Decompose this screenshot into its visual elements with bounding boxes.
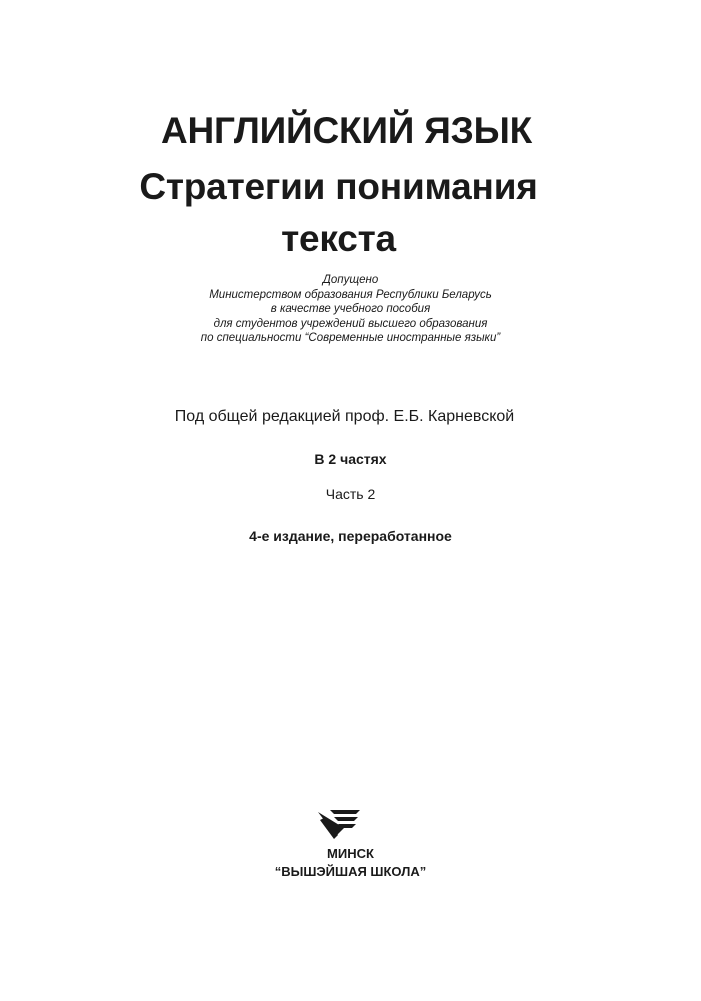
part-number: Часть 2 [325, 486, 376, 502]
approval-line: Министерством образования Республики Беларусь [209, 288, 492, 301]
approval-note [0, 273, 701, 346]
publisher-city: МИНСК [327, 846, 374, 861]
book-title-line-1: АНГЛИЙСКИЙ ЯЗЫК [161, 110, 532, 151]
parts-count: В 2 частях [314, 451, 387, 467]
book-title-line-3: текста [281, 218, 396, 259]
editor-credit: Под общей редакцией проф. Е.Б. Карневской [174, 408, 515, 425]
book-title-line-2: Стратегии понимания [139, 166, 538, 207]
approval-line: по специальности “Современные иностранные языки” [200, 332, 501, 344]
approval-line: в качестве учебного пособия [270, 303, 431, 315]
approval-line: Допущено [322, 274, 379, 286]
edition-note: 4-е издание, переработанное [249, 528, 452, 544]
approval-line: для студентов учреждений высшего образования [213, 317, 488, 330]
publisher-logo-icon [316, 808, 362, 842]
publisher-name: “ВЫШЭЙШАЯ ШКОЛА” [274, 864, 427, 879]
